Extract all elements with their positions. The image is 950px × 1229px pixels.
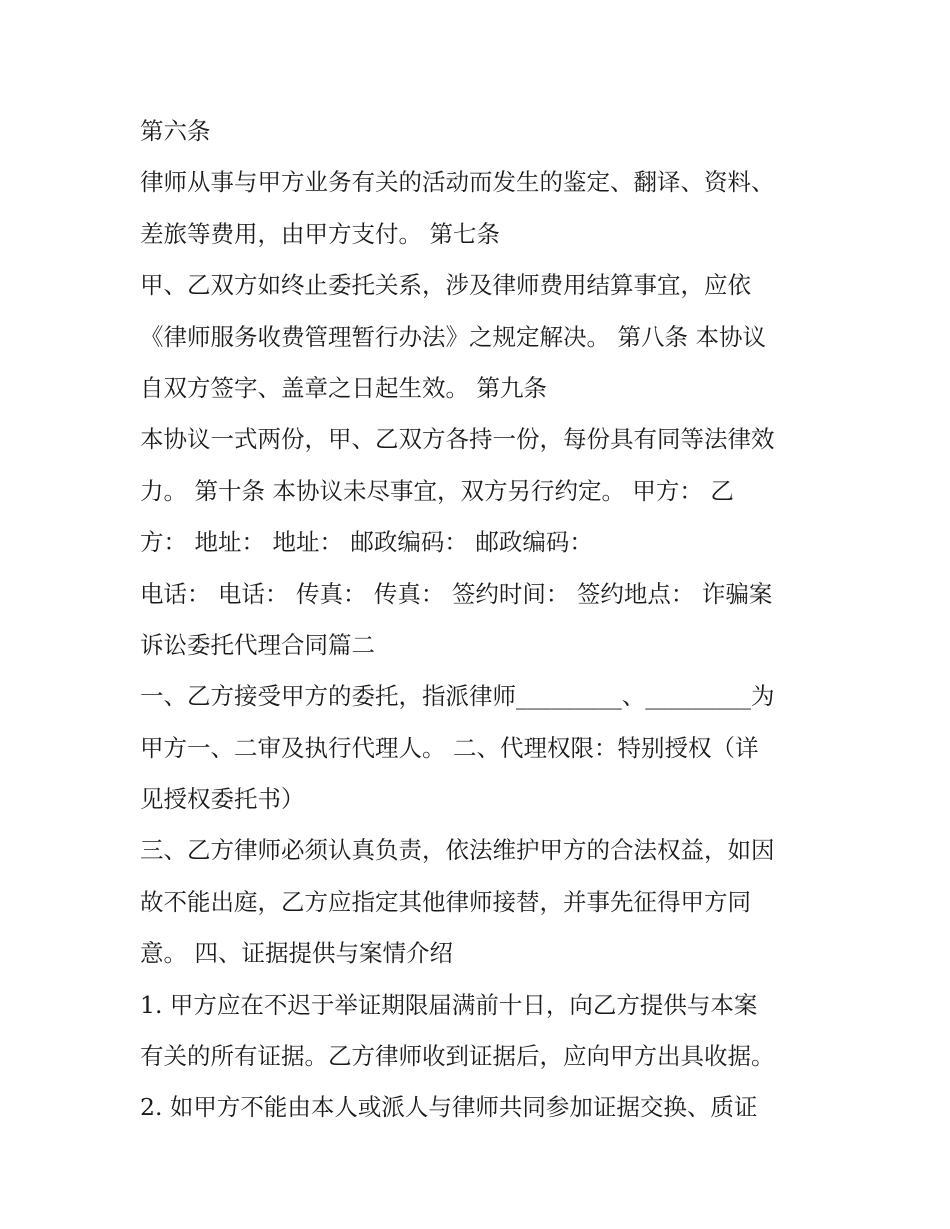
text-line: 本协议一式两份，甲、乙双方各持一份，每份具有同等法律效 — [140, 425, 775, 454]
text-line: 第六条 — [140, 117, 211, 145]
contract-text — [140, 106, 830, 1134]
text-line: 电话： 电话： 传真： 传真： 签约时间： 签约地点： 诈骗案 — [140, 579, 773, 608]
text-line: 律师从事与甲方业务有关的活动而发生的鉴定、翻译、资料、 — [140, 168, 775, 197]
text-line: 自双方签字、盖章之日起生效。 第九条 — [140, 373, 547, 402]
text-line: 方： 地址： 地址： 邮政编码： 邮政编码： — [140, 528, 593, 557]
text-line: 2. 如甲方不能由本人或派人与律师共同参加证据交换、质证 — [140, 1093, 758, 1122]
text-line: 三、乙方律师必须认真负责，依法维护甲方的合法权益，如因 — [140, 836, 775, 865]
text-line: 甲方一、二审及执行代理人。 二、代理权限：特别授权（详 — [140, 733, 759, 762]
text-line: 故不能出庭，乙方应指定其他律师接替，并事先征得甲方同 — [140, 887, 751, 916]
text-line: 力。 第十条 本协议未尽事宜，双方另行约定。 甲方： 乙 — [140, 476, 734, 505]
text-line: 甲、乙双方如终止委托关系，涉及律师费用结算事宜，应依 — [140, 271, 751, 300]
text-line: 意。 四、证据提供与案情介绍 — [140, 939, 453, 968]
text-line: 差旅等费用，由甲方支付。 第七条 — [140, 219, 500, 248]
text-line: 一、乙方接受甲方的委托，指派律师_________、_________为 — [140, 682, 775, 711]
section-heading: 诉讼委托代理合同篇二 — [140, 630, 375, 659]
text-line: 有关的所有证据。乙方律师收到证据后，应向甲方出具收据。 — [140, 1042, 775, 1071]
text-line: 见授权委托书） — [140, 785, 305, 814]
text-line: 《律师服务收费管理暂行办法》之规定解决。 第八条 本协议 — [140, 322, 766, 351]
text-line: 1. 甲方应在不迟于举证期限届满前十日，向乙方提供与本案 — [140, 990, 758, 1019]
